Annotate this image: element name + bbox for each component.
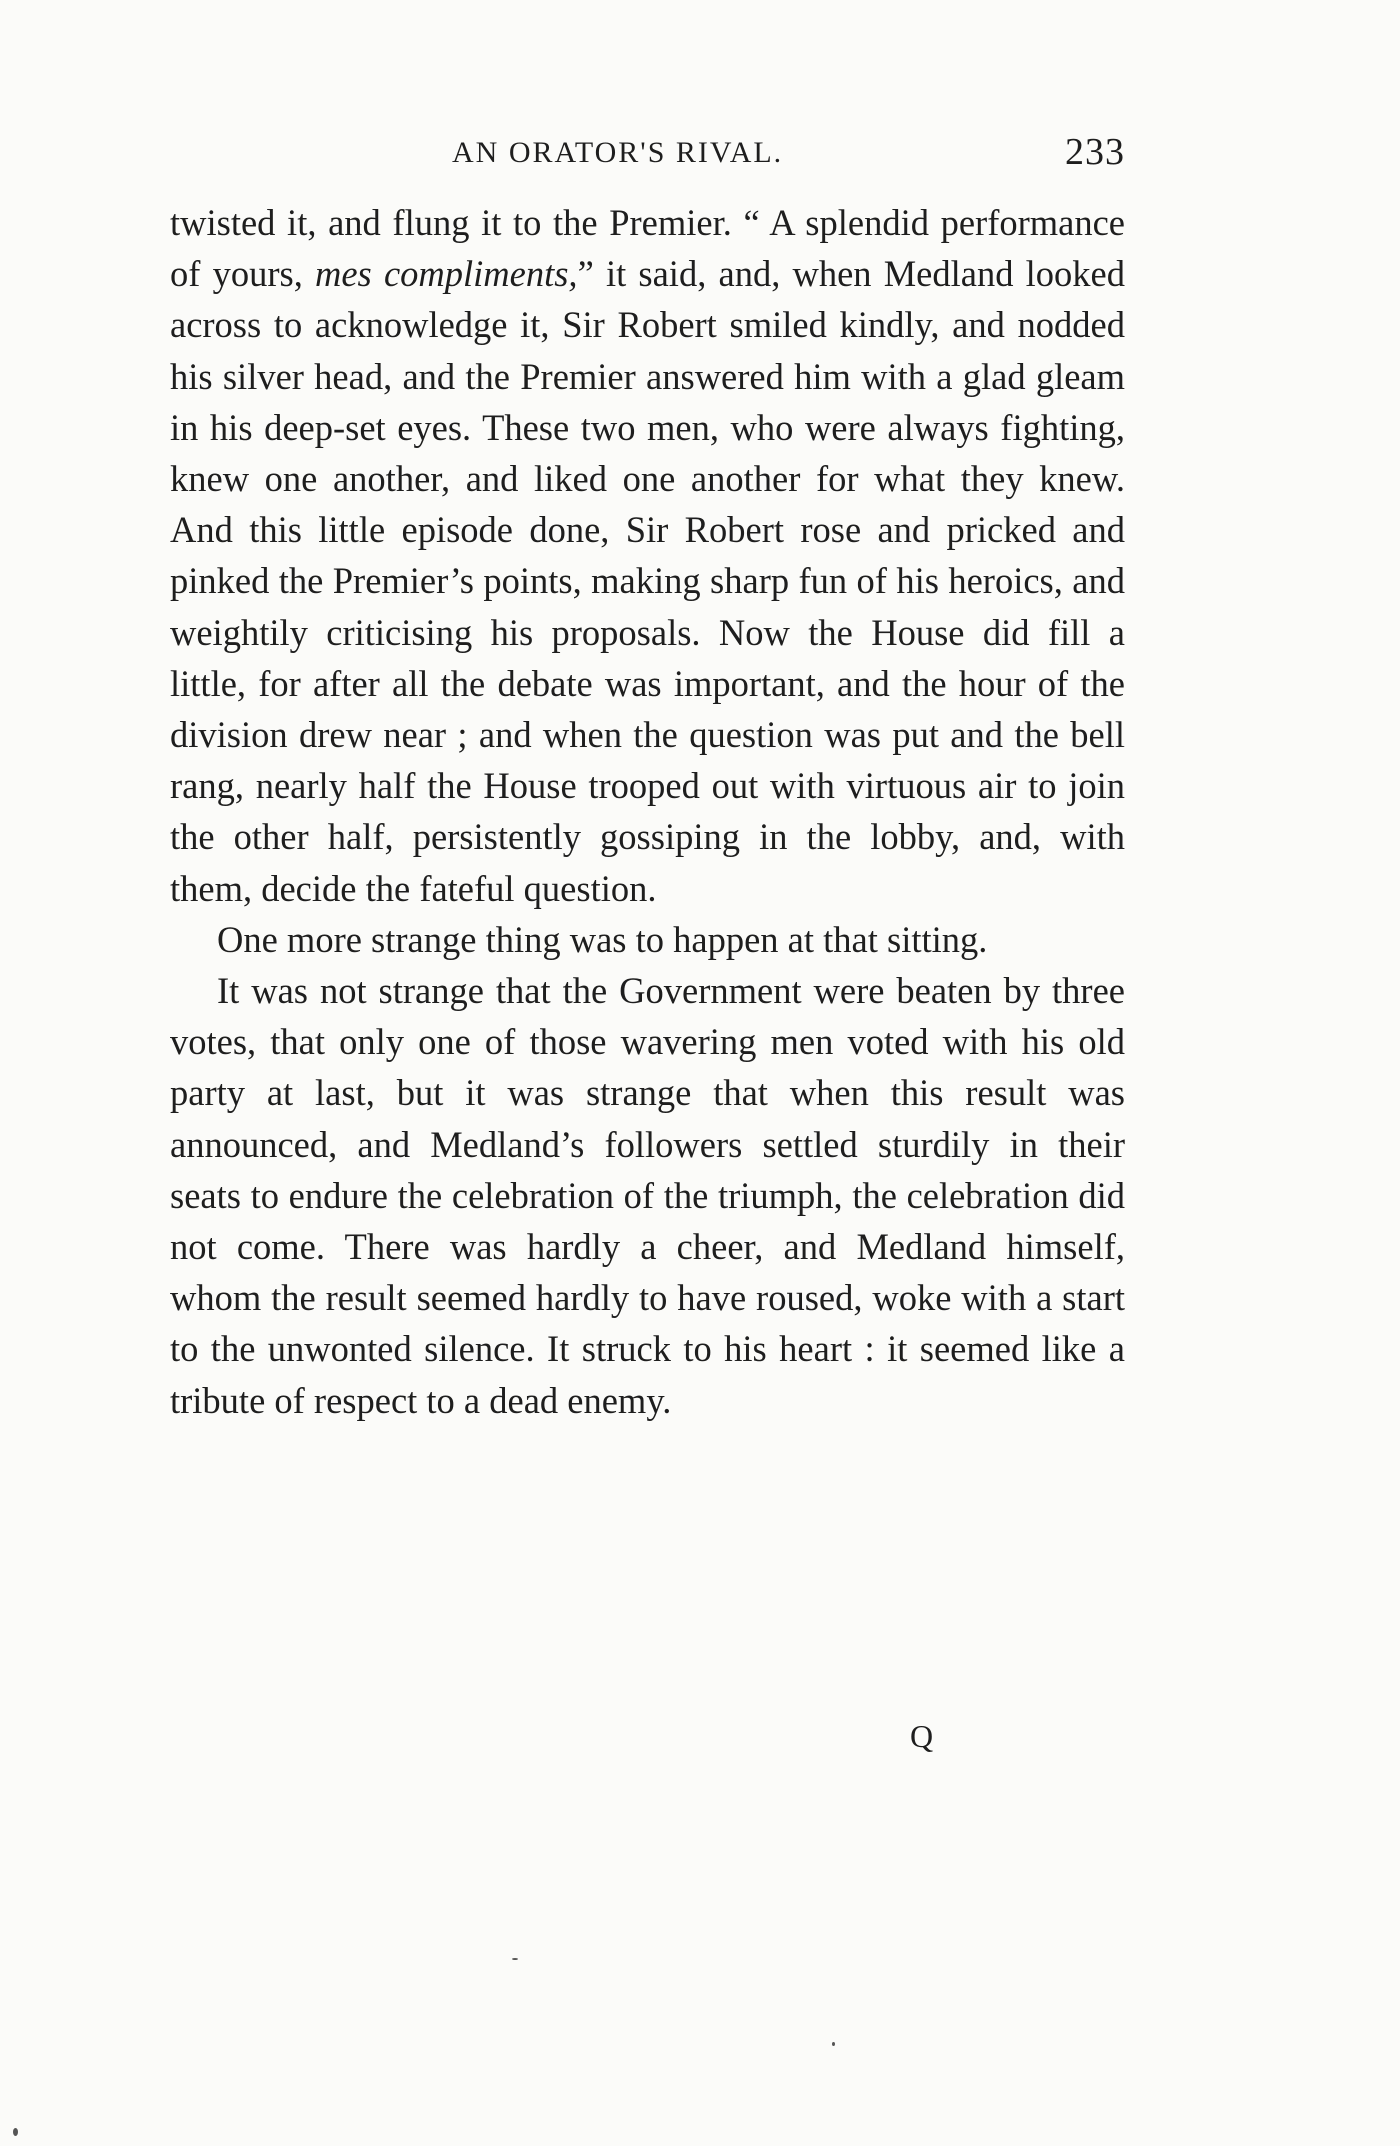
page-header [170,128,1125,178]
signature-mark: Q [910,1718,934,1754]
dust-speck [832,2042,835,2046]
paragraph-1 [170,197,1125,914]
dust-speck [13,2128,18,2136]
dust-speck [512,1958,518,1960]
page-number: 233 [1065,131,1125,173]
body-text [170,197,1125,1426]
paragraph-1-rest: ” it said, and, when Medland looked across to acknowledge it, Sir Robert smiled kindly, and nodded his silver head, and the Premier answered him with a glad gleam in his deep-set eyes. These two men, who were always fighting, knew one another, and liked one another for what they knew. And this little episode done, Sir Robert rose and pricked and pinked the Premier’s points, making sharp fun of his heroics, and weightily criticising his proposals. Now the House did fill a little, for after all the debate was important, and the hour of the division drew near ; and when the question was put and the bell rang, nearly half the House trooped out with virtuous air to join the other half, persistently gossiping in the lobby, and, with them, decide the fateful question. [170,253,1125,909]
paragraph-3: It was not strange that the Government were beaten by three votes, that only one of those wavering men voted with his old party at last, but it was strange that when this result was announced, and Medland’s followers settled sturdily in their seats to endure the celebration of the triumph, the celebration did not come. There was hardly a cheer, and Medland himself, whom the result seemed hardly to have roused, woke with a start to the unwonted silence. It struck to his heart : it seemed like a tribute of respect to a dead enemy. [170,970,1125,1421]
running-title: AN ORATOR'S RIVAL. [452,136,784,169]
paragraph-1-start: twisted it, and flung it to the Premier. “ A splendid performance of yours, [170,202,1125,295]
paragraph-2: One more strange thing was to happen at that sitting. [217,918,988,960]
italic-phrase: mes compliments, [315,253,578,295]
